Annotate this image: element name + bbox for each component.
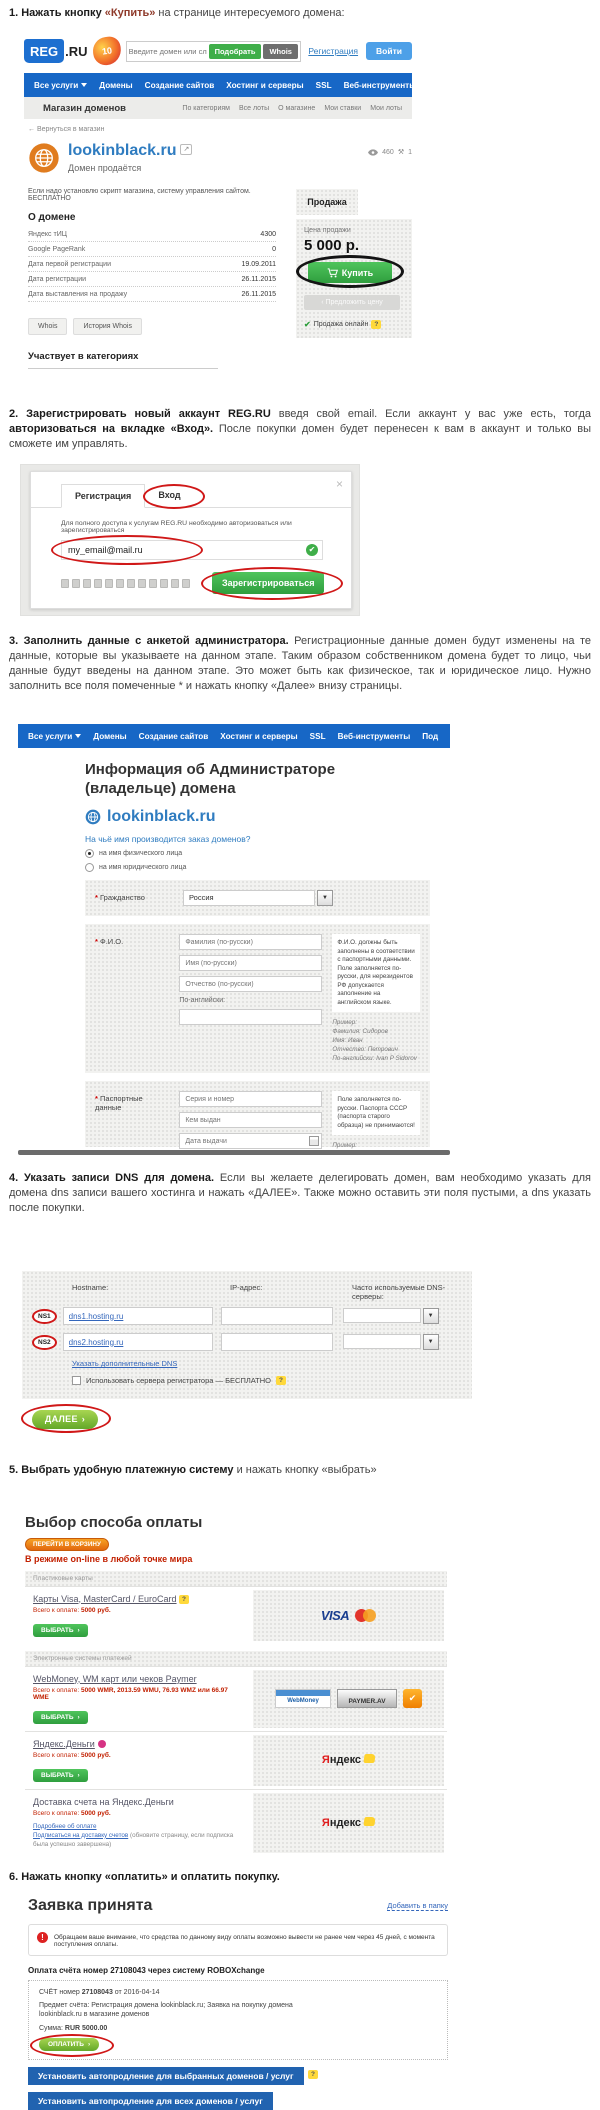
hostname-header: Hostname: [72,1283,109,1292]
yandex-wallet-icon [363,1817,375,1826]
yandex-money-icon [98,1740,106,1748]
nav-hosting[interactable]: Хостинг и серверы [226,80,304,90]
visa-method-link[interactable]: Карты Visa, MasterCard / EuroCard [33,1593,177,1604]
chevron-down-icon: ▼ [423,1334,439,1350]
next-button[interactable]: ДАЛЕЕ › [32,1410,98,1429]
lot-counters [368,142,412,156]
ns2-dns-select[interactable] [343,1334,439,1350]
nav-site-builder[interactable]: Создание сайтов [144,80,215,90]
about-domain-title: О домене [28,212,76,223]
auth-modal [30,471,352,609]
anniversary-badge-icon: 10 [91,35,123,67]
yandex-logo: Яндекс [322,1754,375,1766]
dns-form-screenshot [22,1271,472,1429]
ns1-dns-select[interactable] [343,1308,439,1324]
store-title: Магазин доменов [43,102,127,114]
table-row: Дата регистрации 26.11.2015 [28,272,276,287]
register-button[interactable]: Зарегистрироваться [212,572,324,594]
table-row: Дата выставления на продажу 26.11.2015 [28,287,276,302]
go-to-cart-button[interactable]: ПЕРЕЙТИ В КОРЗИНУ [25,1538,109,1551]
ns2-row [32,1333,462,1351]
passport-box: * Паспортные данные Серия и номер Кем выдан Дата выдачи Поле заполняется по-русски. Паспорта СССР (паспорта старого образца) не принимаются! Пример: [85,1081,430,1147]
tab-registration[interactable]: Регистрация [61,484,145,508]
arrow-right-icon: › [81,1414,86,1424]
offer-price-button[interactable]: ‹ Предложить цену [304,295,400,310]
external-link-icon[interactable]: ↗ [180,144,192,155]
ns1-row [32,1307,462,1325]
radio-person-label: на имя физического лица [99,850,183,857]
payment-selection-screenshot [25,1514,447,1856]
step1-bold: 1. Нажать кнопку [9,7,102,19]
ns1-annotation: NS1 [32,1309,57,1324]
views-count: 460 [382,148,394,156]
sale-price: 5 000 р. [304,237,360,254]
amount-due: 5000 руб. [81,1751,111,1759]
passport-issued-field[interactable] [179,1112,322,1128]
tab-login[interactable]: Вход [158,490,181,500]
views-icon [368,149,378,156]
nav-webtools[interactable]: Веб-инструменты [337,731,411,741]
table-row: Google PageRank 0 [28,242,276,257]
subscribe-note: (обновите страницу, если подписка была успешно завершена) [33,1831,234,1848]
payment-method-bill-delivery: Доставка счета на Яндекс.Деньги Всего к оплате: 5000 руб. Подробнее об оплате Подписаться на доставку счетов (обновите страницу, если подписка была успешно завершена) Яндекс [25,1789,447,1856]
invoice-number: 27108043 [81,1988,113,1996]
citizenship-box: * Гражданство Россия ▼ [85,880,430,916]
online-sale-label: Продажа онлайн [313,321,369,328]
ns1-ip-field[interactable] [221,1307,333,1325]
admin-form-title: Информация об Администраторе (владельце) домена [85,761,336,797]
payment-group-electronic: Электронные системы платежей [25,1651,447,1666]
nav-site-builder[interactable]: Создание сайтов [138,731,209,741]
nav-support[interactable]: Под [422,731,439,741]
registrar-servers-checkbox[interactable] [72,1376,81,1385]
invoice-screenshot [28,1897,448,2110]
payment-method-webmoney: WebMoney, WM карт или чеков Paymer Всего к оплате: 5000 WMR, 2013.59 WMU, 76.93 WMZ или 66.97 WME ВЫБРАТЬ › WebMoney PAYMER.AV ✔ [25,1666,447,1731]
tutorial-page [0,6,600,2106]
back-arrow-icon: ← [28,126,35,133]
main-nav [18,724,450,748]
select-button[interactable]: ВЫБРАТЬ › [33,1624,88,1637]
help-icon[interactable]: ? [179,1595,189,1604]
warning-text: Обращаем ваше внимание, что средства по данному виду оплаты возможно вывести не ранее чем через 45 дней, с момента поступления оплаты. [54,1933,435,1948]
citizenship-label: Гражданство [100,893,145,902]
yandex-logo: Яндекс [322,1817,375,1829]
nav-all-services[interactable]: Все услуги [28,732,81,741]
chevron-down-icon: ▼ [317,890,333,906]
domain-shop-screenshot [24,29,474,369]
search-button[interactable]: Подобрать [209,44,262,59]
store-subnav [24,97,412,119]
payment-title: Выбор способа оплаты [25,1513,203,1531]
add-to-folder-link[interactable]: Добавить в папку [387,1900,448,1910]
globe-icon [28,142,60,174]
table-row: Яндекс тИЦ 4300 [28,227,276,242]
nav-webtools[interactable]: Веб-инструменты [343,80,417,90]
bill-delivery-title: Доставка счета на Яндекс.Деньги [33,1796,174,1807]
store-link-all-lots[interactable]: Все лоты [238,104,270,112]
login-button[interactable]: Войти [366,42,412,60]
ns2-annotation: NS2 [32,1335,57,1350]
bids-count: 1 [408,148,412,156]
table-row: Дата первой регистрации 19.09.2011 [28,257,276,272]
nav-hosting[interactable]: Хостинг и серверы [220,731,298,741]
sale-panel [296,189,412,338]
lastname-field[interactable] [179,934,322,950]
chevron-down-icon [81,83,87,87]
amount-due: 5000 руб. [81,1606,111,1614]
domain-search-box [126,41,301,62]
buy-button[interactable]: Купить [308,262,392,283]
online-sale-row [304,320,404,329]
back-to-store-link[interactable]: ← Вернуться в магазин [28,126,105,133]
site-header [24,29,412,73]
help-icon[interactable]: ? [308,2070,318,2079]
step1-text: 1. Нажать кнопку «Купить» на странице интересуемого домена: [9,7,345,19]
payment-group-cards: Пластиковые карты [25,1571,447,1586]
amount-due: 5000 WMR, 2013.59 WMU, 76.93 WMZ или 66.97 WME [33,1686,228,1701]
common-dns-header: Часто используемые DNS-серверы: [352,1283,446,1301]
store-link-categories[interactable]: По категориям [182,104,230,112]
domain-status: Домен продаётся [68,163,142,173]
payment-details-link[interactable]: Подробнее об оплате [33,1822,97,1830]
passport-help-text: Поле заполняется по-русски. Паспорта СССР (паспорта старого образца) не принимаются! [332,1091,420,1135]
check-icon: ✔ [304,320,311,329]
payment-method-visa: Карты Visa, MasterCard / EuroCard ? Всего к оплате: 5000 руб. ВЫБРАТЬ › VISA [25,1586,447,1644]
domain-specs-table [28,227,276,302]
categories-title: Участвует в категориях [28,351,218,369]
citizenship-select[interactable]: Россия ▼ [183,890,333,906]
nav-ssl[interactable]: SSL [315,80,332,90]
radio-company[interactable] [85,863,94,872]
registration-modal-screenshot [20,464,360,616]
webmoney-logo: WebMoney [275,1689,331,1708]
ns1-hostname-field[interactable] [63,1307,213,1325]
english-name-label: По-английски: [179,997,226,1004]
ip-header: IP-адрес: [230,1283,263,1292]
yandex-wallet-icon [363,1754,375,1763]
visa-logo: VISA [320,1607,350,1623]
example-label: Пример: [332,1019,357,1026]
order-accepted-title: Заявка принята [28,1896,153,1914]
order-name-question: На чьё имя производится заказ доменов? [85,834,251,844]
nav-all-services[interactable]: Все услуги [34,81,87,90]
withdrawal-warning [28,1924,448,1956]
mastercard-logo [355,1609,376,1622]
amount-due: 5000 руб. [81,1809,111,1817]
fio-label: Ф.И.О. [100,937,124,946]
select-button[interactable]: ВЫБРАТЬ › [33,1711,88,1724]
firstname-field[interactable] [179,955,322,971]
passport-label: Паспортные данные [95,1094,143,1112]
close-icon[interactable]: × [335,477,343,491]
autorenew-selected-button[interactable]: Установить автопродление для выбранных доменов / услуг [28,2067,304,2085]
admin-form-screenshot [0,724,600,1155]
webmoney-method-link[interactable]: WebMoney, WM карт или чеков Paymer [33,1673,197,1684]
whois-button[interactable]: Whois [263,44,298,59]
whois-history-button[interactable]: История Whois [73,318,142,335]
invoice-sum: RUR 5000.00 [64,2024,108,2032]
chevron-down-icon [75,734,81,738]
step5-text: 5. Выбрать удобную платежную систему и нажать кнопку «выбрать» [9,1463,377,1476]
store-link-about[interactable]: О магазине [278,104,316,112]
nav-support[interactable]: Поддержка [428,80,474,90]
auth-note: Для полного доступа к услугам REG.RU необходимо авторизоваться или зарегистрироваться [61,520,292,534]
help-icon[interactable]: ? [276,1376,286,1385]
globe-icon [85,809,101,825]
fio-box: * Ф.И.О. Фамилия (по-русски) Имя (по-русски) Отчество (по-русски) По-английски: Ф.И.О. должны быть заполнены в соответствии с паспортными данными. Поле заполняется по-русски, для нерезидентов РФ допускается заполнение на английском языке. Пример: Фамилия: Сидоров Имя: Иван Отчество: Петрович По-английски: Ivan P Sidorov [85,924,430,1073]
step2-text: 2. Зарегистрировать новый аккаунт REG.RU введя свой email. Если аккаунт у вас уже есть, тогда авторизоваться на вкладке «Вход». После покупки домен будет перенесен к вам в аккаунт и только вы сможете им управлять. [9,408,591,450]
invoice-sum-line: Сумма: RUR 5000.00 [39,2024,108,2032]
whois-info-button[interactable]: Whois [28,318,67,335]
paymer-logo: PAYMER.AV [337,1689,397,1708]
select-button[interactable]: ВЫБРАТЬ › [33,1769,88,1782]
yandex-money-link[interactable]: Яндекс.Деньги [33,1738,95,1749]
pay-button[interactable]: ОПЛАТИТЬ › [39,2038,99,2051]
email-field[interactable] [61,540,323,560]
registration-link[interactable]: Регистрация [308,46,359,56]
step1-accent: «Купить» [101,7,156,19]
middlename-field[interactable] [179,976,322,992]
warning-icon: ! [37,1932,48,1943]
invoice-subject: Предмет счёта: Регистрация домена lookinblack.ru; Заявка на покупку домена lookinblack.ru в магазине доменов [39,2001,293,2019]
calendar-icon[interactable] [309,1136,319,1146]
price-label: Цена продажи [304,227,351,234]
online-note: В режиме on-line в любой точке мира [25,1553,193,1564]
regru-logo[interactable]: REG .RU [24,39,88,63]
invoice-box [28,1980,448,2060]
social-login-icons[interactable] [61,579,190,588]
search-input[interactable] [129,47,207,56]
radio-company-label: на имя юридического лица [99,864,187,871]
autorenew-all-button[interactable]: Установить автопродление для всех доменов / услуг [28,2092,273,2110]
store-link-my-bids[interactable]: Мои ставки [324,104,362,112]
horizontal-scrollbar[interactable] [18,1150,450,1155]
domain-name: lookinblack.ru [107,808,216,825]
bids-icon: ⚒ [397,149,405,156]
main-nav [24,73,474,97]
fio-help-text: Ф.И.О. должны быть заполнены в соответствии с паспортными данными. Поле заполняется по-русски, для нерезидентов РФ допускается заполнение на английском языке. [332,934,420,1012]
ns2-ip-field[interactable] [221,1333,333,1351]
nav-domains[interactable]: Домены [99,80,133,90]
passport-date-field[interactable] [179,1133,322,1149]
nav-domains[interactable]: Домены [93,731,127,741]
ns2-hostname-field[interactable] [63,1333,213,1351]
invoice-payment-heading: Оплата счёта номер 27108043 через систему ROBOXchange [28,1965,265,1975]
invoice-number-line: СЧЁТ номер 27108043 от 2016-04-14 [39,1988,160,1996]
domain-header [28,142,412,174]
passport-series-field[interactable] [179,1091,322,1107]
registrar-servers-label: Использовать сервера регистратора — БЕСПЛАТНО [86,1376,272,1385]
step4-text: 4. Указать записи DNS для домена. Если вы желаете делегировать домен, вам необходимо указать для домена dns записи вашего хостинга и нажать «ДАЛЕЕ». Также можно оставить эти поля пустыми, а dns указать после покупки. [9,1172,591,1214]
valid-check-icon: ✔ [306,544,318,556]
sale-tab[interactable]: Продажа [296,189,358,215]
additional-dns-link[interactable]: Указать дополнительные DNS [72,1359,178,1368]
verified-badge-icon: ✔ [403,1689,422,1708]
store-link-my-lots[interactable]: Мои лоты [370,104,402,112]
step6-text: 6. Нажать кнопку «оплатить» и оплатить покупку. [9,1870,280,1883]
cart-icon [327,268,338,278]
english-name-field[interactable] [179,1009,322,1025]
subscribe-bills-link[interactable]: Подписаться на доставку счетов [33,1831,129,1839]
step3-text: 3. Заполнить данные с анкетой администратора. Регистрационные данные домен будут изменены на те данные, которые вы указываете на данном этапе. Таким образом собственником домена будет то лицо, чьи данные будут введены на данном этапе. Это может быть как физическое, так и юридическое лицо. Нужно заполнить все поля помеченные * и нажать кнопку «Далее» внизу страницы. [9,635,592,692]
nav-ssl[interactable]: SSL [309,731,326,741]
radio-person[interactable] [85,849,94,858]
seller-promo-text: Если надо установлю скрипт магазина, систему управления сайтом. БЕСПЛАТНО [28,188,251,202]
domain-name[interactable]: lookinblack.ru [68,142,177,159]
payment-method-yandex: Яндекс.Деньги Всего к оплате: 5000 руб. ВЫБРАТЬ › Яндекс [25,1731,447,1789]
help-icon[interactable]: ? [371,320,381,329]
chevron-down-icon: ▼ [423,1308,439,1324]
